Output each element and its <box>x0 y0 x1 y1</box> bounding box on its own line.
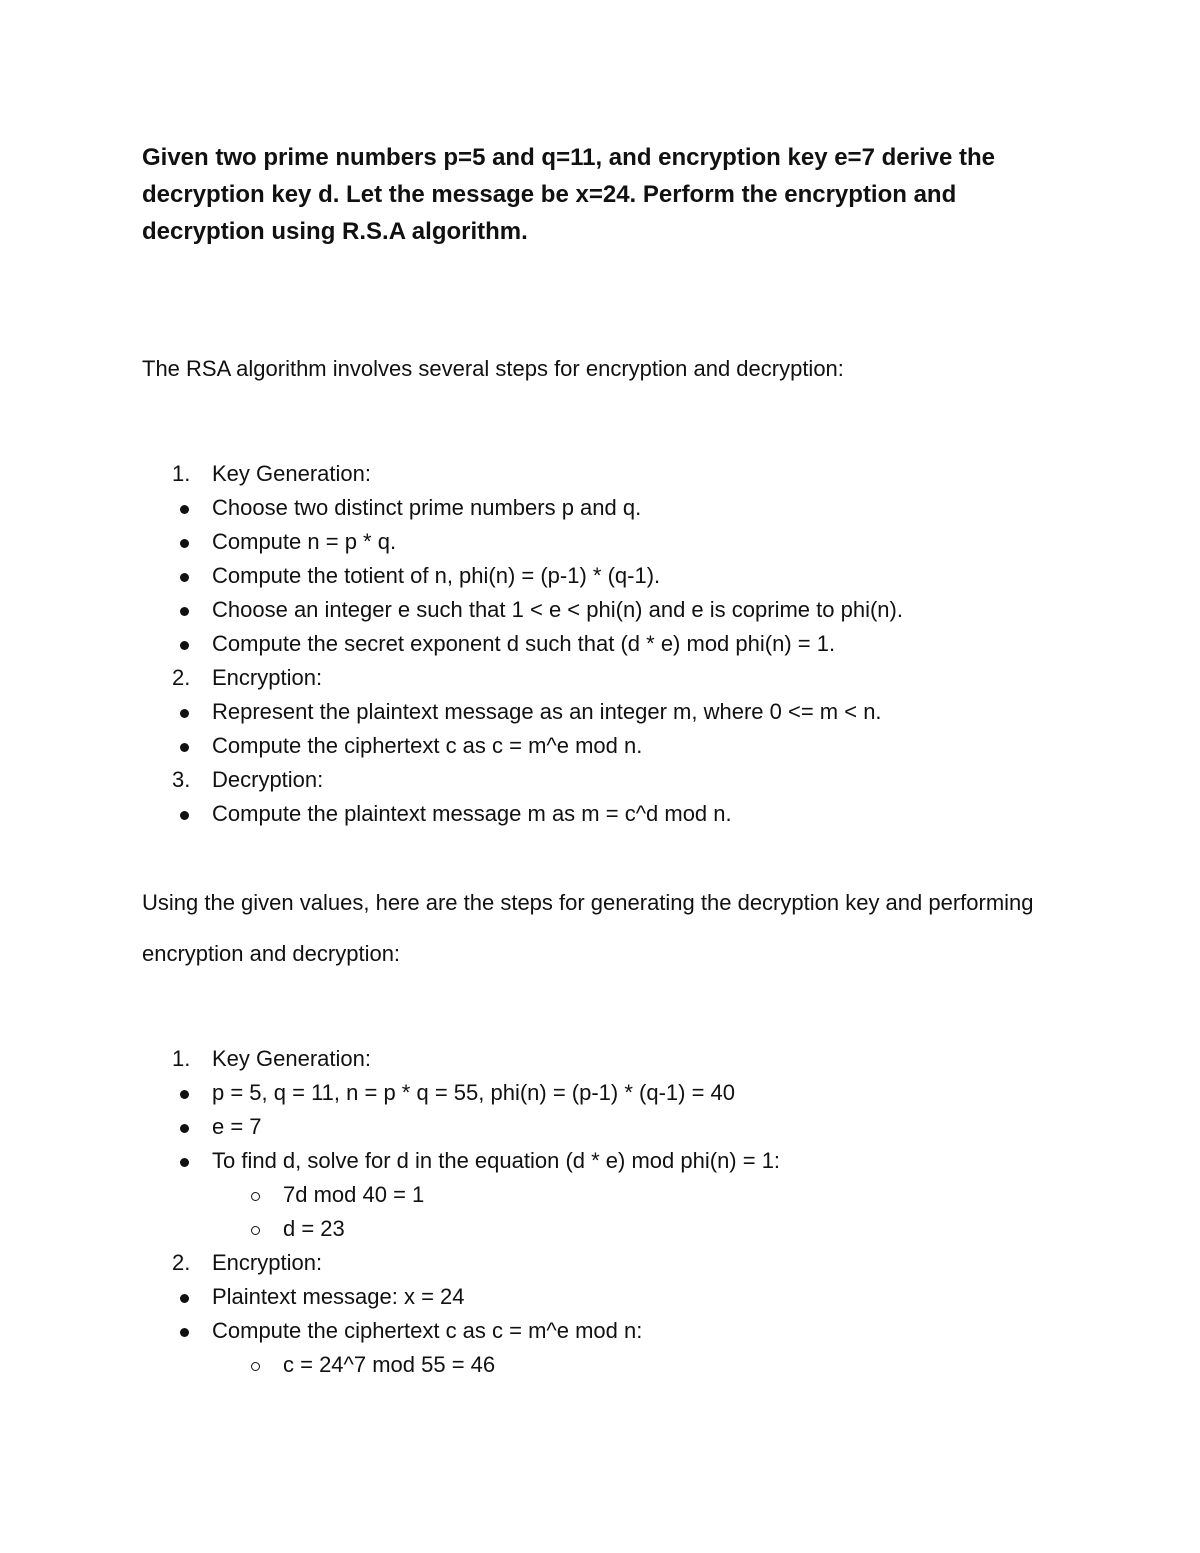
bullet-dot-icon <box>180 743 189 752</box>
item-text: Compute the totient of n, phi(n) = (p-1) * (q-1). <box>212 563 661 588</box>
item-text: 7d mod 40 = 1 <box>283 1182 425 1207</box>
item-text: c = 24^7 mod 55 = 46 <box>283 1352 496 1377</box>
bullet-dot-icon <box>180 505 189 514</box>
item-text: Compute n = p * q. <box>212 529 397 554</box>
item-text: To find d, solve for d in the equation (d * e) mod phi(n) = 1: <box>212 1148 781 1173</box>
item-text: Encryption: <box>212 665 323 690</box>
item-text: Compute the ciphertext c as c = m^e mod n. <box>212 733 643 758</box>
item-number: 3. <box>172 767 191 792</box>
item-text: Key Generation: <box>212 461 371 486</box>
item-number: 2. <box>172 1250 191 1275</box>
item-text: Encryption: <box>212 1250 323 1275</box>
item-text: Represent the plaintext message as an integer m, where 0 <= m < n. <box>212 699 882 724</box>
bullet-dot-icon <box>180 641 189 650</box>
bullet-dot-icon <box>180 1090 189 1099</box>
bullet-dot-icon <box>180 1124 189 1133</box>
hollow-circle-bullet-icon <box>251 1362 260 1371</box>
item-text: Choose two distinct prime numbers p and q. <box>212 495 642 520</box>
bullet-dot-icon <box>180 1328 189 1337</box>
item-text: Decryption: <box>212 767 324 792</box>
item-text: d = 23 <box>283 1216 345 1241</box>
item-number: 1. <box>172 1046 191 1071</box>
hollow-circle-bullet-icon <box>251 1192 260 1201</box>
bullet-dot-icon <box>180 1158 189 1167</box>
bullet-dot-icon <box>180 709 189 718</box>
bullet-dot-icon <box>180 607 189 616</box>
item-text: Plaintext message: x = 24 <box>212 1284 465 1309</box>
bullet-dot-icon <box>180 539 189 548</box>
using-paragraph: Using the given values, here are the steps for generating the decryption key and performing encryption and decryption: <box>142 890 1034 966</box>
item-text: Choose an integer e such that 1 < e < phi(n) and e is coprime to phi(n). <box>212 597 903 622</box>
item-text: Compute the secret exponent d such that (d * e) mod phi(n) = 1. <box>212 631 836 656</box>
item-text: Compute the plaintext message m as m = c^d mod n. <box>212 801 732 826</box>
item-text: e = 7 <box>212 1114 262 1139</box>
item-number: 2. <box>172 665 191 690</box>
bullet-dot-icon <box>180 573 189 582</box>
item-number: 1. <box>172 461 191 486</box>
item-text: p = 5, q = 11, n = p * q = 55, phi(n) = (p-1) * (q-1) = 40 <box>212 1080 736 1105</box>
item-text: Compute the ciphertext c as c = m^e mod n: <box>212 1318 643 1343</box>
intro-paragraph: The RSA algorithm involves several steps for encryption and decryption: <box>142 356 844 381</box>
item-text: Key Generation: <box>212 1046 371 1071</box>
bullet-dot-icon <box>180 811 189 820</box>
hollow-circle-bullet-icon <box>251 1226 260 1235</box>
bullet-dot-icon <box>180 1294 189 1303</box>
question-heading: Given two prime numbers p=5 and q=11, and encryption key e=7 derive the decryption key d. Let the message be x=24. Perform the encryption and decryption using R.S.A algorithm. <box>142 144 995 245</box>
